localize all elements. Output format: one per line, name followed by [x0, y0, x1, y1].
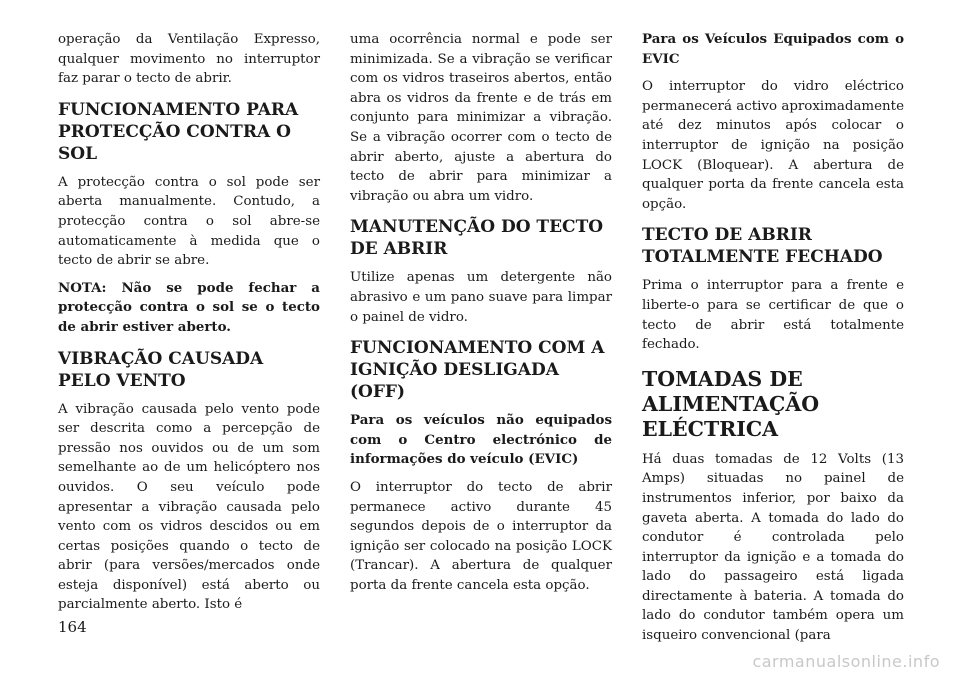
paragraph-buffeting-continued: uma ocorrência normal e pode ser minimizada. Se a vibração se verificar com os vidros traseiros abertos, então abra os vidros da frente e de trás em conjunto para minimizar a vibração. Se a vibração ocorrer com o tecto de abrir aberto, ajuste a abertura do tecto de abrir para minimizar a vibração ou abra um vidro.: [350, 32, 612, 204]
subheading-no-evic: Para os veículos não equipados com o Centro electrónico de informações do veículo (EVIC): [350, 412, 612, 468]
paragraph-ignition-off: O interruptor do tecto de abrir permanece activo durante 45 segundos depois de o interruptor da ignição ser colocado na posição LOCK (Trancar). A abertura de qualquer porta da frente cancela esta opção.: [350, 479, 612, 593]
watermark: carmanualsonline.info: [752, 652, 940, 671]
heading-sunroof-maintenance: MANUTENÇÃO DO TECTO DE ABRIR: [350, 217, 604, 260]
paragraph-wind-buffeting: A vibração causada pelo vento pode ser descrita como a percepção de pressão nos ouvidos ou de um som semelhante ao de um helicóptero nos ouvidos. O seu veículo pode apresentar a vibração causada pelo vento com os vidros descidos ou em certas posições quando o tecto de abrir (para versões/mercados onde esteja disponível) está aberto ou parcialmente aberto. Isto é: [58, 401, 320, 613]
paragraph-maintenance: Utilize apenas um detergente não abrasivo e um pano suave para limpar o painel de vidro.: [350, 270, 612, 325]
column-middle: [350, 30, 612, 603]
paragraph-power-outlets: Há duas tomadas de 12 Volts (13 Amps) situadas no painel de instrumentos inferior, por baixo da gaveta aberta. A tomada do lado do condutor é controlada pelo interruptor da ignição e a tomada do lado do passageiro está ligada directamente à bateria. A tomada do lado do condutor também opera um isqueiro convencional (para: [642, 451, 904, 644]
heading-wind-buffeting: VIBRAÇÃO CAUSADA PELO VENTO: [58, 348, 264, 391]
heading-sunshade: FUNCIONAMENTO PARA PROTECÇÃO CONTRA O SOL: [58, 99, 299, 164]
column-right: [642, 30, 904, 654]
heading-power-outlets: TOMADAS DE ALIMENTAÇÃO ELÉCTRICA: [642, 366, 820, 441]
column-left: [58, 30, 320, 623]
paragraph-sunroof-closed: Prima o interruptor para a frente e liberte-o para se certificar de que o tecto de abrir está totalmente fechado.: [642, 278, 904, 353]
paragraph-sunshade: A protecção contra o sol pode ser aberta manualmente. Contudo, a protecção contra o sol abre-se automaticamente à medida que o tecto de abrir se abre.: [58, 174, 320, 269]
note-sunshade: NOTA: Não se pode fechar a protecção contra o sol se o tecto de abrir estiver aberto.: [58, 279, 320, 335]
subheading-with-evic: Para os Veículos Equipados com o EVIC: [642, 31, 904, 67]
heading-ignition-off: FUNCIONAMENTO COM A IGNIÇÃO DESLIGADA (OFF): [350, 338, 605, 403]
heading-sunroof-closed: TECTO DE ABRIR TOTALMENTE FECHADO: [642, 225, 883, 268]
page-number: 164: [58, 618, 87, 636]
paragraph-evic: O interruptor do vidro eléctrico permanecerá activo aproximadamente até dez minutos após colocar o interruptor de ignição na posição LOCK (Bloquear). A abertura de qualquer porta da frente cancela esta opção.: [642, 79, 904, 212]
paragraph-express-vent: operação da Ventilação Expresso, qualquer movimento no interruptor faz parar o tecto de abrir.: [58, 32, 320, 87]
